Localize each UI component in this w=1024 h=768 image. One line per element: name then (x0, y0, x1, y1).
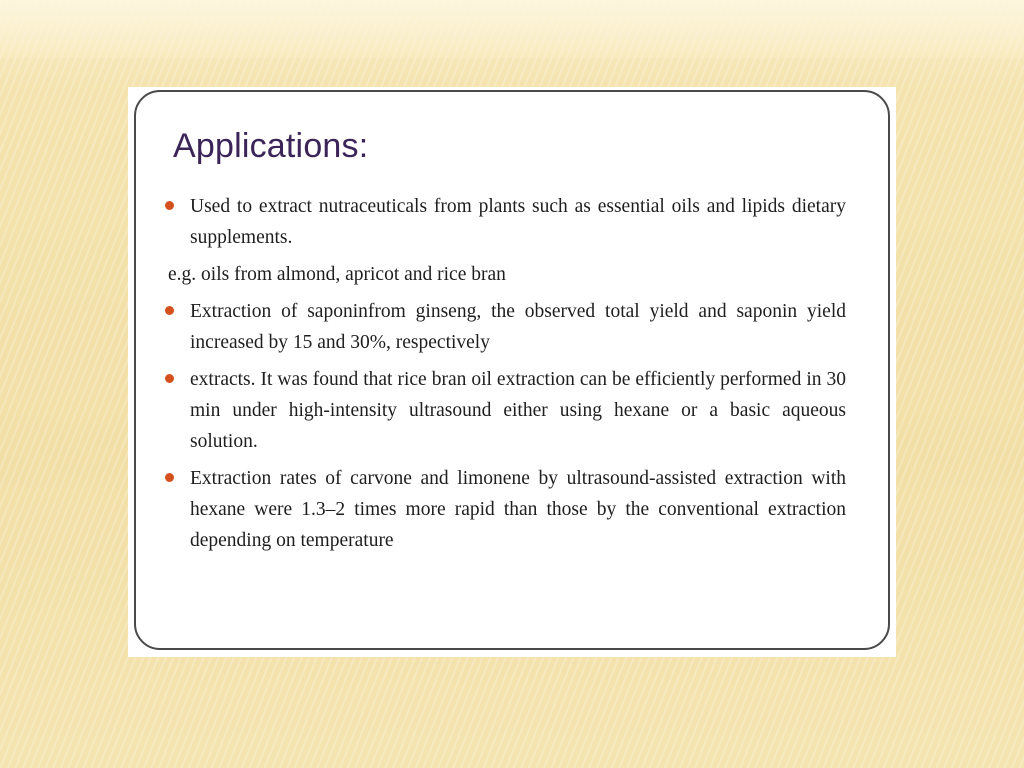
example-line (162, 259, 846, 290)
slide-title: Applications: (173, 127, 369, 165)
example-text: e.g. oils from almond, apricot and rice bran (168, 264, 506, 285)
bullet-dot-icon (165, 374, 174, 383)
bullet-dot-icon (165, 306, 174, 315)
bullet-item-1 (162, 191, 846, 253)
bullet-text: extracts. It was found that rice bran oil extraction can be efficiently performed in 30 min under high-intensity ultrasound either using hexane or a basic aqueous solution. (190, 369, 846, 452)
bullet-text: Extraction of saponinfrom ginseng, the observed total yield and saponin yield increased by 15 and 30%, respectively (190, 301, 846, 353)
bullet-dot-icon (165, 473, 174, 482)
bullet-text: Extraction rates of carvone and limonene by ultrasound-assisted extraction with hexane were 1.3–2 times more rapid than those by the conventional extraction depending on temperature (190, 468, 846, 551)
bullet-item-3 (162, 364, 846, 457)
bullet-text: Used to extract nutraceuticals from plants such as essential oils and lipids dietary supplements. (190, 196, 846, 248)
bullet-item-2 (162, 296, 846, 358)
background-top-band (0, 0, 1024, 58)
bullet-item-4 (162, 463, 846, 556)
slide-content (162, 191, 846, 562)
bullet-dot-icon (165, 201, 174, 210)
slide-panel (128, 87, 896, 657)
